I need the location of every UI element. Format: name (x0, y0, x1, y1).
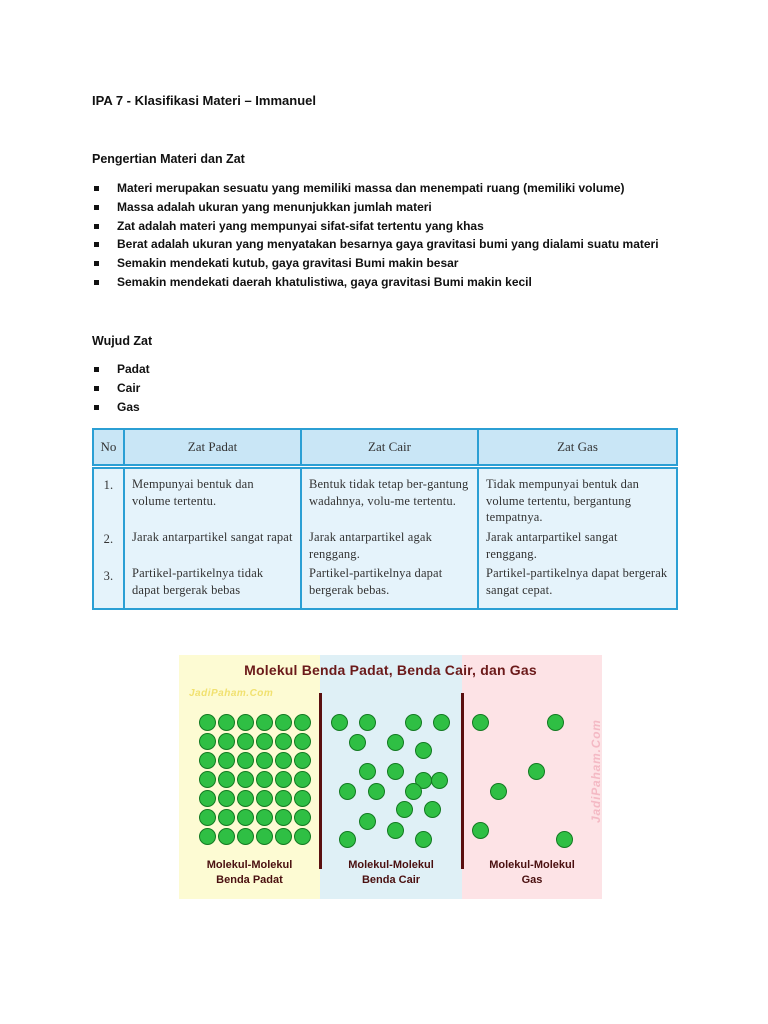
caption-line: Benda Cair (361, 874, 421, 886)
diagram-title: Molekul Benda Padat, Benda Cair, dan Gas (244, 662, 537, 678)
gas-point: Jarak antarpartikel sangat renggang. (486, 530, 618, 561)
solid-molecule (294, 714, 311, 731)
solid-molecule (294, 771, 311, 788)
solid-molecule (275, 752, 292, 769)
liquid-molecule (405, 714, 422, 731)
cair-point: Bentuk tidak tetap ber-gantung wadahnya, volu-me tertentu. (309, 477, 469, 508)
solid-molecule (199, 714, 216, 731)
solid-molecule (199, 752, 216, 769)
gas-molecule (490, 783, 507, 800)
table-cell-padat (123, 467, 302, 610)
list-item: Berat adalah ukuran yang menyatakan besarnya gaya gravitasi bumi yang dialami suatu materi (92, 235, 659, 254)
list-item: Materi merupakan sesuatu yang memiliki massa dan menempati ruang (memiliki volume) (92, 179, 659, 198)
table-cell-gas (477, 467, 678, 610)
materi-bullet-list (92, 179, 659, 292)
liquid-molecule (339, 783, 356, 800)
solid-molecule (275, 790, 292, 807)
liquid-molecule (431, 772, 448, 789)
liquid-molecule (368, 783, 385, 800)
gas-point: Tidak mempunyai bentuk dan volume tertentu, bergantung tempatnya. (486, 477, 640, 525)
watermark: JadiPaham.Com (189, 688, 274, 699)
padat-point: Mempunyai bentuk dan volume tertentu. (132, 477, 254, 508)
solid-molecule (256, 828, 273, 845)
row-number: 2. (103, 532, 114, 546)
cair-point: Partikel-partikelnya dapat bergerak bebas. (309, 566, 443, 597)
solid-molecule (256, 733, 273, 750)
caption-cair (320, 858, 462, 888)
liquid-molecule (359, 813, 376, 830)
list-item: Padat (92, 360, 150, 379)
solid-molecule (275, 828, 292, 845)
solid-molecule (256, 714, 273, 731)
solid-molecule (294, 733, 311, 750)
liquid-molecule (387, 763, 404, 780)
liquid-molecule (339, 831, 356, 848)
gas-molecule (556, 831, 573, 848)
gas-molecule (472, 822, 489, 839)
solid-molecule (237, 714, 254, 731)
liquid-molecule (424, 801, 441, 818)
padat-point: Partikel-partikelnya tidak dapat bergerak bebas (132, 566, 264, 597)
caption-line: Molekul-Molekul (348, 859, 434, 871)
divider-line (319, 693, 322, 869)
list-item: Massa adalah ukuran yang menunjukkan jumlah materi (92, 198, 659, 217)
wujud-zat-table (92, 428, 678, 610)
liquid-molecule (387, 822, 404, 839)
solid-molecule (237, 771, 254, 788)
list-item: Semakin mendekati daerah khatulistiwa, gaya gravitasi Bumi makin kecil (92, 273, 659, 292)
solid-molecule (294, 828, 311, 845)
liquid-molecule (387, 734, 404, 751)
solid-molecule (199, 771, 216, 788)
cair-point: Jarak antarpartikel agak renggang. (309, 530, 432, 561)
caption-line: Molekul-Molekul (489, 859, 575, 871)
row-number: 1. (103, 478, 114, 492)
list-item: Zat adalah materi yang mempunyai sifat-sifat tertentu yang khas (92, 217, 659, 236)
liquid-molecule (349, 734, 366, 751)
document-title: IPA 7 - Klasifikasi Materi – Immanuel (92, 93, 316, 108)
section-heading-materi: Pengertian Materi dan Zat (92, 152, 245, 166)
padat-point: Jarak antarpartikel sangat rapat (132, 530, 293, 544)
solid-molecule (218, 809, 235, 826)
caption-line: Molekul-Molekul (206, 859, 293, 871)
liquid-molecule (405, 783, 422, 800)
solid-molecule (256, 752, 273, 769)
solid-molecule (237, 828, 254, 845)
gas-molecule (528, 763, 545, 780)
table-number-column (92, 467, 125, 610)
liquid-molecule (415, 831, 432, 848)
table-header-gas: Zat Gas (477, 428, 678, 466)
solid-molecule (237, 809, 254, 826)
solid-molecule (275, 714, 292, 731)
solid-molecule (237, 752, 254, 769)
solid-molecule (199, 790, 216, 807)
solid-molecule (294, 790, 311, 807)
liquid-molecule (415, 742, 432, 759)
table-cell-cair (300, 467, 479, 610)
wujud-bullet-list (92, 360, 150, 416)
liquid-molecule (433, 714, 450, 731)
solid-molecule (256, 771, 273, 788)
gas-molecule (472, 714, 489, 731)
caption-line: Benda Padat (216, 874, 283, 886)
solid-molecule (275, 733, 292, 750)
liquid-molecule (359, 714, 376, 731)
solid-molecule (199, 733, 216, 750)
liquid-molecule (359, 763, 376, 780)
solid-molecule (275, 771, 292, 788)
solid-molecule (199, 828, 216, 845)
list-item: Semakin mendekati kutub, gaya gravitasi Bumi makin besar (92, 254, 659, 273)
watermark: JadiPaham.Com (589, 719, 603, 823)
solid-molecule (256, 790, 273, 807)
gas-point: Partikel-partikelnya dapat bergerak sangat cepat. (486, 566, 668, 597)
table-header-cair: Zat Cair (300, 428, 479, 466)
table-header-no: No (92, 428, 125, 466)
solid-molecule (218, 714, 235, 731)
list-item: Cair (92, 379, 150, 398)
solid-molecule (256, 809, 273, 826)
solid-molecule (218, 771, 235, 788)
solid-molecule (218, 790, 235, 807)
solid-molecule (237, 790, 254, 807)
gas-molecule (547, 714, 564, 731)
row-number: 3. (103, 569, 114, 583)
solid-molecule (218, 828, 235, 845)
table-header-padat: Zat Padat (123, 428, 302, 466)
liquid-molecule (396, 801, 413, 818)
list-item: Gas (92, 398, 150, 417)
section-heading-wujud: Wujud Zat (92, 334, 153, 348)
divider-line (461, 693, 464, 869)
solid-molecule (275, 809, 292, 826)
solid-molecule (294, 809, 311, 826)
molecule-diagram (179, 655, 602, 899)
solid-molecule (218, 733, 235, 750)
solid-molecule (199, 809, 216, 826)
liquid-molecule (331, 714, 348, 731)
solid-molecule (294, 752, 311, 769)
caption-gas (462, 858, 602, 888)
solid-molecule (218, 752, 235, 769)
solid-molecule (237, 733, 254, 750)
caption-padat (179, 858, 320, 888)
caption-line: Gas (521, 874, 543, 886)
